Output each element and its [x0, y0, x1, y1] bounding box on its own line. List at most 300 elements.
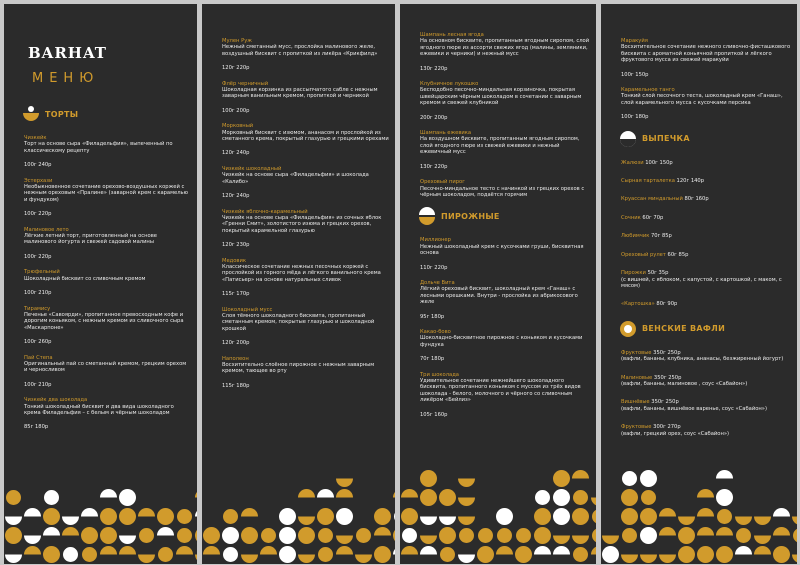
- pattern-shape: [44, 490, 59, 505]
- item-description: На воздушном бисквите, пропитанным ягодным сиропом, слой ягодного пюре из свежей ежевики и нежный ежевичный мусс: [420, 136, 580, 156]
- pattern-shape: [318, 547, 333, 562]
- item-description: Чизкейк на основе сыра «Филадельфия» из сочных яблок «Гренни Смит», золотистого изюма и грецких орехов, покрытый карамельной глазурью: [222, 214, 382, 234]
- menu-item: [621, 270, 791, 289]
- sun-icon: [619, 130, 637, 148]
- item-price: 120г 240р: [222, 150, 250, 157]
- item-price: 300г 270р: [653, 424, 681, 431]
- pattern-shape: [534, 508, 551, 525]
- menu-item: [621, 196, 791, 202]
- pattern-shape: [43, 546, 60, 563]
- item-price: 100г 240р: [24, 162, 52, 169]
- item-name: Чизкейк: [24, 135, 47, 141]
- menu-item: [621, 424, 791, 437]
- item-description: На основном бисквите, пропитанным ягодным сиропом, слой ягодного пюре из ассорти свежих ягод (малины, земляники, ежевики и черники) и нежный мусс: [420, 38, 590, 58]
- pattern-shape: [195, 508, 197, 517]
- pattern-shape: [553, 470, 570, 487]
- section-header-torty: [22, 105, 191, 123]
- pattern-shape: [81, 508, 98, 517]
- pattern-shape: [100, 546, 117, 555]
- item-name: Жалюзи: [621, 159, 644, 166]
- pattern-shape: [496, 508, 513, 525]
- pattern-shape: [716, 527, 733, 536]
- menu-item: [24, 227, 191, 261]
- menu-panel-4: [601, 4, 797, 564]
- pattern-shape: [439, 517, 456, 526]
- brand-logo: BARHAT: [28, 44, 107, 62]
- pattern-shape: [592, 509, 596, 524]
- pattern-shape: [591, 498, 596, 507]
- item-price: 60г 70р: [642, 214, 664, 221]
- pattern-shape: [100, 508, 117, 525]
- item-name: Ореховый пирог: [420, 179, 465, 186]
- menu-item: [621, 252, 791, 258]
- menu-panel-2: [202, 4, 395, 564]
- pattern-shape: [62, 527, 79, 536]
- item-name: Сырная тарталетка: [621, 178, 675, 185]
- item-description: Тонкий шоколадный бисквит и два вида шоколадного крема Филадельфия – с белым и чёрным шоколадом: [24, 403, 174, 416]
- item-price: 80г 160р: [684, 196, 709, 203]
- item-price: 130г 220р: [420, 65, 448, 72]
- pattern-shape: [458, 498, 475, 507]
- item-description: Тонкий слой песочного теста, шоколадный крем «Ганаш», слой карамельного мусса с кусочками персика: [621, 93, 783, 106]
- item-description: Бесподобно песочно-миндальная корзиночка, покрытая швейцарским чёрным шоколадом в сочетании с заварным кремом и свежей клубникой: [420, 87, 582, 107]
- item-description: Слоя тёмного шоколадного бисквита, пропитанный сметанным кремом, покрытые глазурью и шоколадной крошкой: [222, 312, 375, 332]
- pattern-shape: [374, 508, 391, 525]
- pattern-shape: [203, 546, 220, 555]
- item-list: [420, 32, 590, 198]
- pattern-shape: [716, 470, 733, 479]
- pattern-shape: [622, 528, 637, 543]
- menu-item: [621, 38, 791, 78]
- decorative-pattern: [601, 454, 797, 564]
- item-price: 110г 220р: [420, 264, 448, 271]
- pattern-shape: [374, 527, 391, 536]
- item-description: Морковный бисквит с изюмом, ананасом и прослойкой из сметанного крема, покрытый глазурью и грецкими орехами: [222, 129, 389, 143]
- pattern-shape: [401, 546, 418, 555]
- item-price: 100г 200р: [222, 107, 250, 114]
- pattern-shape: [420, 546, 437, 554]
- pattern-shape: [477, 546, 494, 563]
- item-price: 350г 250р: [651, 399, 679, 406]
- pattern-shape: [63, 547, 78, 562]
- pattern-shape: [572, 470, 589, 479]
- item-name: Вишнёвые: [621, 399, 650, 406]
- menu-item: [420, 179, 590, 198]
- pattern-shape: [176, 546, 193, 555]
- item-description: Нежный шоколадный крем с кусочками груши, бисквитная основа: [420, 243, 584, 257]
- item-price: 115г 180р: [222, 382, 250, 389]
- pattern-shape: [439, 527, 456, 544]
- pattern-shape: [195, 527, 197, 544]
- pattern-shape: [678, 517, 695, 526]
- pattern-shape: [336, 508, 353, 525]
- menu-item: [420, 237, 590, 271]
- pattern-shape: [43, 508, 60, 525]
- decorative-pattern: [4, 454, 197, 564]
- menu-item: [222, 356, 389, 390]
- item-description: (вафли, бананы, клубника, ананасы, безжиренный йогурт): [621, 356, 784, 363]
- item-list: [621, 350, 791, 437]
- menu-item: [24, 306, 191, 346]
- pattern-shape: [279, 508, 296, 525]
- item-name: Карамельное танго: [621, 87, 675, 94]
- item-price: 120г 200р: [222, 340, 250, 347]
- pattern-shape: [355, 555, 372, 564]
- pattern-shape: [401, 508, 418, 525]
- pattern-shape: [158, 547, 173, 562]
- pattern-shape: [697, 508, 714, 517]
- decorative-pattern: [400, 454, 596, 564]
- pattern-shape: [81, 527, 98, 544]
- pattern-shape: [754, 546, 771, 555]
- pattern-shape: [420, 517, 437, 525]
- item-description: Классическое сочетание нежных песочных коржей с прослойкой из горного мёда и лёгкого ванильного крема «Патисьер» на основе натуральных сливок: [222, 263, 381, 283]
- pattern-shape: [5, 555, 22, 564]
- pattern-shape: [119, 546, 136, 555]
- pattern-shape: [697, 527, 714, 536]
- pattern-shape: [640, 508, 657, 525]
- pattern-shape: [119, 508, 136, 525]
- item-price: 70г 85р: [650, 233, 672, 240]
- pattern-shape: [659, 508, 676, 517]
- item-name: Эстерхази: [24, 177, 53, 184]
- section-title: ВЫПЕЧКА: [642, 134, 690, 144]
- pattern-shape: [622, 471, 637, 486]
- pattern-shape: [602, 536, 619, 545]
- item-price: 120г 230р: [222, 242, 250, 249]
- section-title: ТОРТЫ: [45, 109, 79, 119]
- menu-item: [420, 372, 590, 418]
- item-name: Любимчик: [621, 233, 650, 240]
- pattern-shape: [754, 517, 771, 526]
- menu-item: [621, 87, 791, 121]
- item-price: 120г 140р: [676, 178, 705, 185]
- pattern-shape: [515, 546, 532, 563]
- pattern-shape: [336, 489, 353, 498]
- item-name: Флёр черничный: [222, 80, 269, 87]
- item-name: Какао-бово: [420, 328, 451, 335]
- pattern-shape: [298, 517, 315, 526]
- pattern-shape: [24, 546, 41, 554]
- pattern-shape: [497, 528, 512, 543]
- pattern-shape: [754, 536, 771, 545]
- pattern-shape: [553, 546, 570, 555]
- pattern-shape: [119, 489, 136, 506]
- pattern-shape: [241, 555, 258, 564]
- pattern-shape: [222, 527, 239, 544]
- item-description: Необыкновенное сочетание орехово-воздушных коржей с нежным ореховым «Пралине» (заварной крем с карамелью и фундуком): [24, 184, 188, 203]
- pattern-shape: [717, 509, 732, 524]
- item-price: 100г 220р: [24, 211, 52, 218]
- pattern-shape: [279, 546, 296, 563]
- pattern-shape: [735, 546, 752, 555]
- item-name: Дольче Вита: [420, 279, 455, 286]
- item-name: Пай Степа: [24, 354, 53, 361]
- pattern-shape: [534, 527, 551, 544]
- item-name: Ореховый рулет: [621, 251, 666, 258]
- item-description: Лёгкий ореховый бисквит, шоколадный крем «Ганаш» с лесными орешками. Внутри - прослойка из абрикосового желе: [420, 286, 578, 306]
- item-price: 120г 220р: [222, 65, 250, 72]
- menu-item: [222, 123, 389, 157]
- menu-item: [621, 215, 791, 221]
- pattern-shape: [393, 546, 395, 555]
- pattern-shape: [374, 546, 391, 563]
- pattern-shape: [223, 547, 238, 562]
- item-name: Маракуйя: [621, 38, 648, 44]
- item-name: Шоколадный мусс: [222, 306, 273, 313]
- item-price: 70г 180р: [420, 356, 445, 363]
- pattern-shape: [716, 489, 733, 506]
- item-description: Оригинальный пай со сметанный кремом, грецким орехом и черносливом: [24, 360, 187, 374]
- pattern-shape: [602, 546, 619, 563]
- pattern-shape: [458, 517, 475, 526]
- pattern-shape: [177, 528, 192, 543]
- pattern-shape: [458, 479, 475, 488]
- pattern-shape: [553, 489, 570, 506]
- item-price: 100г 260р: [24, 339, 52, 346]
- menu-item: [420, 329, 590, 363]
- item-price: 80г 90р: [656, 301, 678, 308]
- pattern-shape: [640, 470, 657, 487]
- pattern-shape: [573, 490, 588, 505]
- menu-item: [621, 178, 791, 184]
- pattern-shape: [401, 489, 418, 498]
- item-price: 100г 220р: [24, 253, 52, 260]
- item-price: 85г 180р: [24, 424, 49, 431]
- pattern-shape: [553, 508, 570, 525]
- item-description: Чизкейк на основе сыра «Филадельфия» и шоколада «Калибо»: [222, 172, 369, 185]
- item-name: Фруктовые: [621, 424, 652, 431]
- pattern-shape: [572, 508, 589, 525]
- pattern-shape: [516, 528, 531, 543]
- menu-item: [222, 209, 389, 249]
- pattern-shape: [678, 527, 695, 544]
- pattern-shape: [420, 536, 437, 544]
- item-price: 120г 240р: [222, 193, 250, 200]
- pattern-shape: [157, 508, 174, 525]
- pattern-shape: [793, 528, 797, 543]
- pattern-shape: [534, 546, 551, 555]
- item-price: 50г 35р: [647, 270, 669, 277]
- pattern-shape: [241, 527, 258, 544]
- pattern-shape: [553, 536, 570, 545]
- item-description: Шоколадная корзинка из рассыпчатого сабле с нежным заварным ванильным кремом, пропиткой и черникой: [222, 87, 378, 100]
- item-description: Торт на основе сыра «Филадельфия», выпеченный по классическому рецепту: [24, 141, 173, 154]
- pattern-shape: [195, 489, 197, 498]
- pattern-shape: [621, 489, 638, 506]
- menu-item: [420, 32, 590, 72]
- menu-item: [24, 135, 191, 169]
- item-name: Фруктовые: [621, 349, 652, 356]
- menu-title: МЕНЮ: [32, 71, 100, 86]
- pattern-shape: [157, 527, 174, 536]
- item-name: Шампань ежевика: [420, 130, 472, 137]
- item-description: Восхитительное сочетание нежного сливочно-фисташкового бисквита с ароматной коньячной пропиткой и лёгкого фруктового мусса из свежей маракуйи: [621, 44, 791, 64]
- item-description: Шоколадный бисквит со сливочным кремом: [24, 275, 146, 282]
- menu-item: [24, 355, 191, 389]
- pattern-shape: [195, 555, 197, 564]
- section-title: ВЕНСКИЕ ВАФЛИ: [642, 324, 726, 334]
- item-price: 105г 160р: [420, 411, 448, 418]
- pattern-shape: [336, 536, 353, 545]
- item-description: (с вишней, с яблоком, с капустой, с картошкой, с маком, с мясом): [621, 276, 782, 289]
- pattern-shape: [100, 489, 117, 498]
- pattern-shape: [773, 527, 790, 536]
- item-price: 115г 170р: [222, 291, 250, 298]
- pattern-shape: [298, 489, 315, 498]
- pattern-shape: [394, 509, 395, 524]
- item-name: Медовик: [222, 257, 246, 264]
- item-name: Три шоколада: [420, 371, 459, 378]
- menu-item: [621, 160, 791, 166]
- item-name: Трюфельный: [24, 269, 60, 276]
- item-price: 95г 180р: [420, 313, 445, 320]
- item-list: [24, 135, 191, 431]
- pattern-shape: [261, 528, 276, 543]
- pattern-shape: [82, 547, 97, 562]
- pattern-shape: [203, 527, 220, 544]
- item-list: [222, 38, 389, 389]
- pattern-shape: [792, 555, 797, 564]
- item-price: 100г 210р: [24, 290, 52, 297]
- item-name: Малиновое лето: [24, 226, 69, 233]
- pattern-shape: [336, 479, 353, 488]
- pattern-shape: [317, 489, 334, 498]
- menu-item: [222, 81, 389, 115]
- pattern-shape: [659, 555, 676, 564]
- item-name: Малиновые: [621, 374, 653, 381]
- item-name: Мулен Руж: [222, 38, 252, 44]
- pattern-shape: [640, 555, 657, 564]
- item-description: Нежный сметанный мусс, прослойка малинового желе, воздушный бисквит с пропиткой из ликёра «Крикфилд»: [222, 44, 378, 57]
- item-name: Пирожки: [621, 270, 646, 277]
- item-price: 60г 85р: [667, 251, 689, 258]
- pattern-shape: [736, 528, 751, 543]
- pattern-shape: [792, 517, 797, 526]
- section-header-vypechka: [619, 130, 791, 148]
- pattern-shape: [716, 546, 733, 563]
- menu-item: [222, 38, 389, 72]
- pattern-shape: [336, 546, 353, 555]
- menu-item: [222, 258, 389, 298]
- pattern-shape: [241, 508, 258, 517]
- pattern-shape: [393, 527, 395, 544]
- pattern-shape: [177, 509, 192, 524]
- item-description: Печенье «Савоярди», пропитанное превосходным кофе и дорогим коньяком, с нежным кремом из сливочного сыра «Маскарпоне»: [24, 311, 184, 331]
- pattern-shape: [659, 527, 676, 536]
- pattern-shape: [100, 527, 117, 544]
- pattern-shape: [5, 527, 22, 544]
- menu-item: [621, 301, 791, 307]
- menu-panel-1: [4, 4, 197, 564]
- pattern-shape: [402, 528, 417, 543]
- item-name: «Картошка»: [621, 301, 655, 308]
- item-price: 100г 150р: [645, 159, 673, 166]
- item-list: [420, 237, 590, 418]
- decorative-pattern: [202, 454, 395, 564]
- pattern-shape: [478, 528, 493, 543]
- pattern-shape: [439, 489, 456, 506]
- pattern-shape: [420, 470, 437, 487]
- item-name: Морковный: [222, 123, 254, 130]
- item-name: Чизкейк яблочно-карамельный: [222, 208, 308, 215]
- menu-item: [222, 307, 389, 347]
- pattern-shape: [298, 527, 315, 544]
- pattern-shape: [139, 528, 154, 543]
- pattern-shape: [223, 509, 238, 524]
- pattern-shape: [318, 528, 333, 543]
- item-name: Чизкейк шоколадный: [222, 165, 282, 172]
- pattern-shape: [138, 555, 155, 564]
- circle-icon: [619, 320, 637, 338]
- item-price: 100г 180р: [621, 114, 649, 121]
- bowl-icon: [22, 105, 40, 123]
- menu-item: [24, 269, 191, 296]
- pattern-shape: [773, 508, 790, 517]
- pattern-shape: [459, 528, 474, 543]
- pattern-shape: [697, 546, 714, 563]
- pattern-shape: [735, 517, 752, 526]
- item-price: 200г 200р: [420, 114, 448, 121]
- pattern-shape: [260, 546, 277, 555]
- pattern-shape: [356, 528, 371, 543]
- menu-item: [621, 233, 791, 239]
- pattern-shape: [6, 490, 21, 505]
- item-price: 350г 250р: [653, 374, 682, 381]
- item-name: Клубничное лукошко: [420, 81, 479, 88]
- item-description: Восхитительно слоёное пирожное с нежным заварным кремом, тающее во рту: [222, 362, 375, 375]
- pattern-shape: [24, 508, 41, 516]
- item-description: Шоколадно-бисквитное пирожное с коньяком и кусочками фундука: [420, 335, 583, 348]
- menu-item: [420, 81, 590, 121]
- section-title: ПИРОЖНЫЕ: [441, 211, 500, 221]
- pattern-shape: [458, 555, 475, 564]
- item-description: Удивительное сочетание нежнейшего шоколадного бисквита, пропитанного коньяком с муссом из трёх видов шоколада - белого, молочного и чёрного со сливочным ликёром «Бейлиз»: [420, 378, 581, 404]
- item-price: 100г 150р: [621, 71, 649, 78]
- pattern-shape: [317, 508, 334, 525]
- pattern-shape: [773, 546, 790, 563]
- pattern-shape: [697, 489, 714, 498]
- pattern-shape: [138, 508, 155, 517]
- menu-item: [420, 130, 590, 170]
- menu-item: [621, 375, 791, 388]
- pattern-shape: [678, 546, 695, 563]
- item-list: [621, 160, 791, 308]
- item-price: 350г 250р: [653, 349, 681, 356]
- item-name: Наполеон: [222, 355, 249, 362]
- pattern-shape: [591, 546, 596, 555]
- pattern-shape: [572, 536, 589, 545]
- pattern-shape: [43, 527, 60, 536]
- menu-item: [24, 397, 191, 431]
- pattern-shape: [62, 517, 79, 526]
- section-header-pirozhnye: [418, 207, 590, 225]
- item-description: (вафли, грецкий орех, соус «Сабайон»): [621, 430, 730, 437]
- item-list: [621, 38, 791, 121]
- item-name: Тирамису: [24, 305, 51, 312]
- pattern-shape: [420, 489, 437, 506]
- item-name: Сочник: [621, 214, 641, 221]
- item-price: 100г 210р: [24, 381, 52, 388]
- pattern-shape: [279, 527, 296, 544]
- pattern-shape: [640, 527, 657, 544]
- item-price: 130г 220р: [420, 163, 448, 170]
- pattern-shape: [440, 547, 455, 562]
- item-description: (вафли, бананы, вишнёвое варенье, соус «Сабайон»): [621, 405, 767, 412]
- pattern-shape: [621, 555, 638, 563]
- menu-item: [420, 280, 590, 320]
- item-description: Песочно-миндальное тесто с начинкой из грецких орехов с чёрным шоколадом, подаётся горячим: [420, 185, 585, 198]
